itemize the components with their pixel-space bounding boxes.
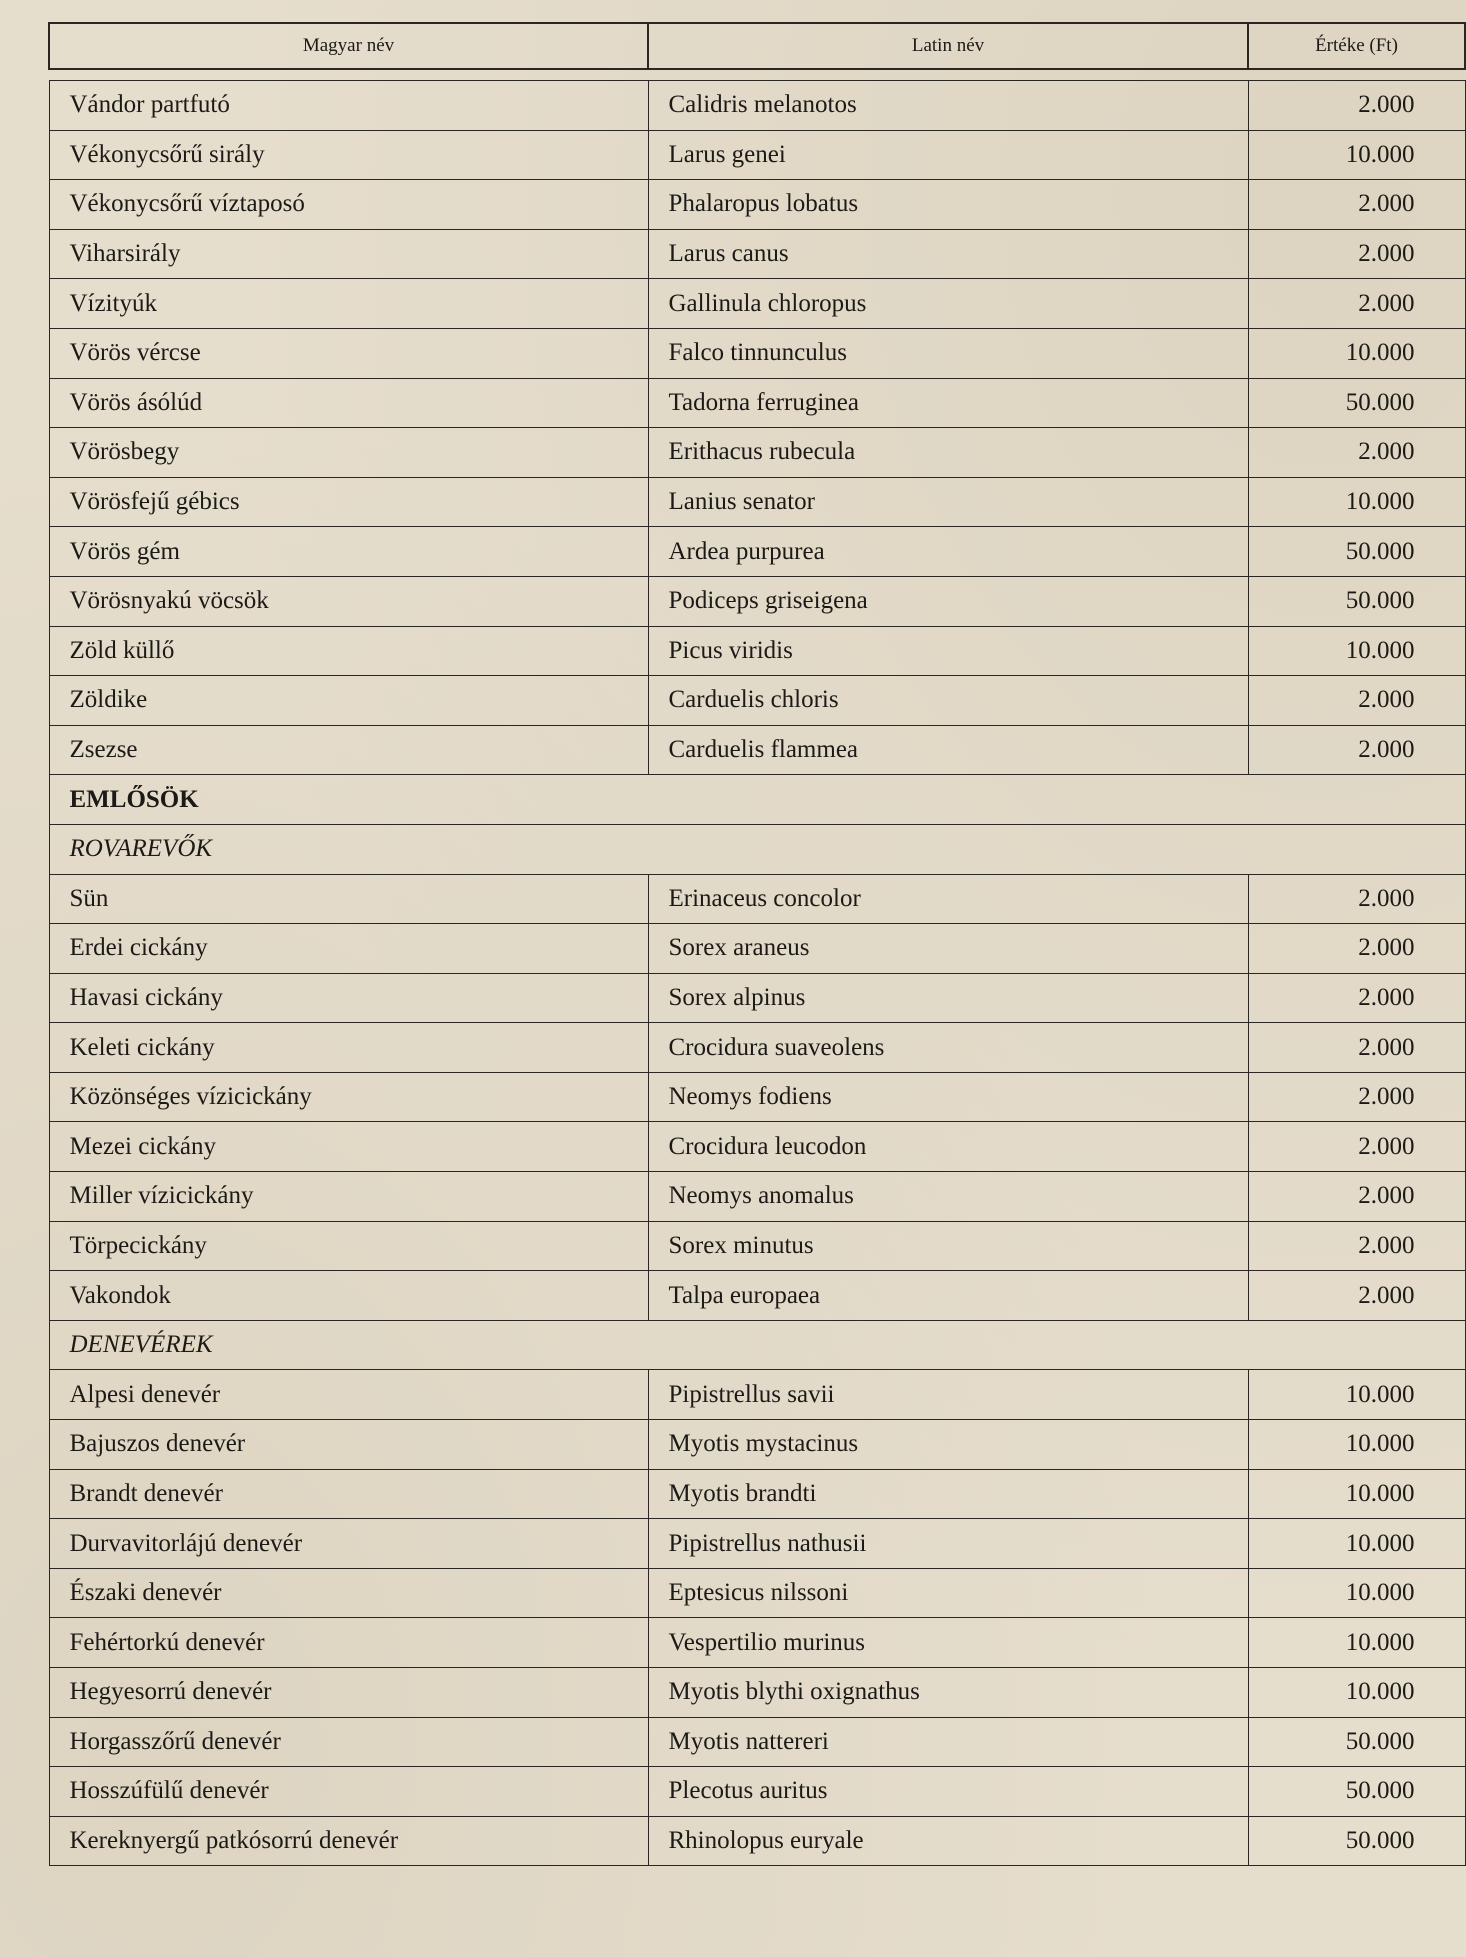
value-cell: 10.000 <box>1248 477 1465 527</box>
value-cell: 10.000 <box>1248 1420 1465 1470</box>
hungarian-name-cell: Hegyesorrú denevér <box>49 1668 648 1718</box>
value-cell: 2.000 <box>1248 1221 1465 1271</box>
table-row <box>49 1122 1465 1172</box>
value-cell: 2.000 <box>1248 924 1465 974</box>
latin-name-cell: Talpa europaea <box>648 1271 1248 1321</box>
latin-name-cell: Plecotus auritus <box>648 1767 1248 1817</box>
latin-name-cell: Eptesicus nilssoni <box>648 1568 1248 1618</box>
hungarian-name-cell: Vörös ásólúd <box>49 378 648 428</box>
latin-name-cell: Neomys fodiens <box>648 1072 1248 1122</box>
hungarian-name-cell: Sün <box>49 874 648 924</box>
hungarian-name-cell: Zöldike <box>49 676 648 726</box>
hungarian-name-cell: Törpecickány <box>49 1221 648 1271</box>
value-cell: 10.000 <box>1248 1469 1465 1519</box>
value-cell: 2.000 <box>1248 725 1465 775</box>
section-heading-row <box>49 824 1465 874</box>
latin-name-cell: Vespertilio murinus <box>648 1618 1248 1668</box>
latin-name-cell: Erithacus rubecula <box>648 428 1248 478</box>
latin-name-cell: Crocidura leucodon <box>648 1122 1248 1172</box>
value-cell: 10.000 <box>1248 626 1465 676</box>
latin-name-cell: Ardea purpurea <box>648 527 1248 577</box>
latin-name-cell: Pipistrellus savii <box>648 1370 1248 1420</box>
hungarian-name-cell: Kereknyergű patkósorrú denevér <box>49 1816 648 1866</box>
table-row <box>49 1519 1465 1569</box>
value-cell: 10.000 <box>1248 130 1465 180</box>
value-cell: 2.000 <box>1248 1271 1465 1321</box>
value-cell: 2.000 <box>1248 279 1465 329</box>
hungarian-name-cell: Vékonycsőrű víztaposó <box>49 180 648 230</box>
value-cell: 2.000 <box>1248 676 1465 726</box>
value-cell: 2.000 <box>1248 1023 1465 1073</box>
value-cell: 50.000 <box>1248 1816 1465 1866</box>
hungarian-name-cell: Erdei cickány <box>49 924 648 974</box>
table-row <box>49 1271 1465 1321</box>
hungarian-name-cell: Vörösnyakú vöcsök <box>49 576 648 626</box>
table-row <box>49 1221 1465 1271</box>
table-row <box>49 1618 1465 1668</box>
table-header-row <box>49 23 1465 69</box>
hungarian-name-cell: Vörösfejű gébics <box>49 477 648 527</box>
hungarian-name-cell: Zöld küllő <box>49 626 648 676</box>
latin-name-cell: Myotis nattereri <box>648 1717 1248 1767</box>
hungarian-name-cell: Vörösbegy <box>49 428 648 478</box>
table-row <box>49 1469 1465 1519</box>
latin-name-cell: Carduelis chloris <box>648 676 1248 726</box>
header-value: Értéke (Ft) <box>1248 23 1465 69</box>
hungarian-name-cell: Vékonycsőrű sirály <box>49 130 648 180</box>
table-row <box>49 527 1465 577</box>
table-row <box>49 676 1465 726</box>
value-cell: 10.000 <box>1248 1370 1465 1420</box>
header-hungarian-name: Magyar név <box>49 23 648 69</box>
latin-name-cell: Neomys anomalus <box>648 1172 1248 1222</box>
table-row <box>49 130 1465 180</box>
latin-name-cell: Lanius senator <box>648 477 1248 527</box>
table-row <box>49 1816 1465 1866</box>
hungarian-name-cell: Zsezse <box>49 725 648 775</box>
latin-name-cell: Rhinolopus euryale <box>648 1816 1248 1866</box>
latin-name-cell: Pipistrellus nathusii <box>648 1519 1248 1569</box>
table-row <box>49 328 1465 378</box>
species-value-table <box>48 22 1466 1866</box>
table-row <box>49 1072 1465 1122</box>
latin-name-cell: Sorex alpinus <box>648 973 1248 1023</box>
hungarian-name-cell: Viharsirály <box>49 229 648 279</box>
hungarian-name-cell: Bajuszos denevér <box>49 1420 648 1470</box>
section-heading: DENEVÉREK <box>49 1320 1465 1370</box>
value-cell: 2.000 <box>1248 1072 1465 1122</box>
hungarian-name-cell: Keleti cickány <box>49 1023 648 1073</box>
latin-name-cell: Falco tinnunculus <box>648 328 1248 378</box>
table-row <box>49 1767 1465 1817</box>
latin-name-cell: Calidris melanotos <box>648 81 1248 131</box>
hungarian-name-cell: Horgasszőrű denevér <box>49 1717 648 1767</box>
latin-name-cell: Erinaceus concolor <box>648 874 1248 924</box>
latin-name-cell: Myotis blythi oxignathus <box>648 1668 1248 1718</box>
value-cell: 2.000 <box>1248 1172 1465 1222</box>
latin-name-cell: Sorex araneus <box>648 924 1248 974</box>
table-row <box>49 1568 1465 1618</box>
value-cell: 50.000 <box>1248 1717 1465 1767</box>
table-row <box>49 180 1465 230</box>
table-row <box>49 279 1465 329</box>
table-row <box>49 1668 1465 1718</box>
hungarian-name-cell: Havasi cickány <box>49 973 648 1023</box>
table-row <box>49 428 1465 478</box>
header-spacer <box>49 69 1465 81</box>
table-row <box>49 1420 1465 1470</box>
value-cell: 10.000 <box>1248 1668 1465 1718</box>
table-row <box>49 378 1465 428</box>
value-cell: 10.000 <box>1248 1618 1465 1668</box>
latin-name-cell: Phalaropus lobatus <box>648 180 1248 230</box>
latin-name-cell: Picus viridis <box>648 626 1248 676</box>
table-row <box>49 1370 1465 1420</box>
table-row <box>49 626 1465 676</box>
latin-name-cell: Myotis brandti <box>648 1469 1248 1519</box>
latin-name-cell: Larus canus <box>648 229 1248 279</box>
value-cell: 2.000 <box>1248 180 1465 230</box>
hungarian-name-cell: Vörös gém <box>49 527 648 577</box>
latin-name-cell: Sorex minutus <box>648 1221 1248 1271</box>
hungarian-name-cell: Mezei cickány <box>49 1122 648 1172</box>
latin-name-cell: Myotis mystacinus <box>648 1420 1248 1470</box>
value-cell: 10.000 <box>1248 1568 1465 1618</box>
hungarian-name-cell: Brandt denevér <box>49 1469 648 1519</box>
value-cell: 2.000 <box>1248 81 1465 131</box>
hungarian-name-cell: Vándor partfutó <box>49 81 648 131</box>
table-row <box>49 81 1465 131</box>
hungarian-name-cell: Északi denevér <box>49 1568 648 1618</box>
table-row <box>49 1023 1465 1073</box>
latin-name-cell: Carduelis flammea <box>648 725 1248 775</box>
table-row <box>49 924 1465 974</box>
value-cell: 2.000 <box>1248 973 1465 1023</box>
value-cell: 50.000 <box>1248 576 1465 626</box>
hungarian-name-cell: Durvavitorlájú denevér <box>49 1519 648 1569</box>
value-cell: 2.000 <box>1248 1122 1465 1172</box>
section-heading: EMLŐSÖK <box>49 775 1465 825</box>
value-cell: 50.000 <box>1248 527 1465 577</box>
latin-name-cell: Podiceps griseigena <box>648 576 1248 626</box>
hungarian-name-cell: Miller vízicickány <box>49 1172 648 1222</box>
value-cell: 10.000 <box>1248 328 1465 378</box>
value-cell: 50.000 <box>1248 1767 1465 1817</box>
table-row <box>49 477 1465 527</box>
table-row <box>49 229 1465 279</box>
value-cell: 50.000 <box>1248 378 1465 428</box>
header-latin-name: Latin név <box>648 23 1248 69</box>
latin-name-cell: Gallinula chloropus <box>648 279 1248 329</box>
value-cell: 2.000 <box>1248 874 1465 924</box>
table-row <box>49 874 1465 924</box>
latin-name-cell: Larus genei <box>648 130 1248 180</box>
hungarian-name-cell: Fehértorkú denevér <box>49 1618 648 1668</box>
hungarian-name-cell: Közönséges vízicickány <box>49 1072 648 1122</box>
latin-name-cell: Tadorna ferruginea <box>648 378 1248 428</box>
value-cell: 10.000 <box>1248 1519 1465 1569</box>
hungarian-name-cell: Vakondok <box>49 1271 648 1321</box>
table-row <box>49 1172 1465 1222</box>
hungarian-name-cell: Hosszúfülű denevér <box>49 1767 648 1817</box>
table-body <box>49 69 1465 1866</box>
latin-name-cell: Crocidura suaveolens <box>648 1023 1248 1073</box>
section-heading-row <box>49 1320 1465 1370</box>
table-row <box>49 576 1465 626</box>
table-row <box>49 1717 1465 1767</box>
table-row <box>49 725 1465 775</box>
hungarian-name-cell: Vörös vércse <box>49 328 648 378</box>
hungarian-name-cell: Vízityúk <box>49 279 648 329</box>
table-row <box>49 973 1465 1023</box>
section-heading: ROVAREVŐK <box>49 824 1465 874</box>
value-cell: 2.000 <box>1248 229 1465 279</box>
hungarian-name-cell: Alpesi denevér <box>49 1370 648 1420</box>
section-heading-row <box>49 775 1465 825</box>
value-cell: 2.000 <box>1248 428 1465 478</box>
